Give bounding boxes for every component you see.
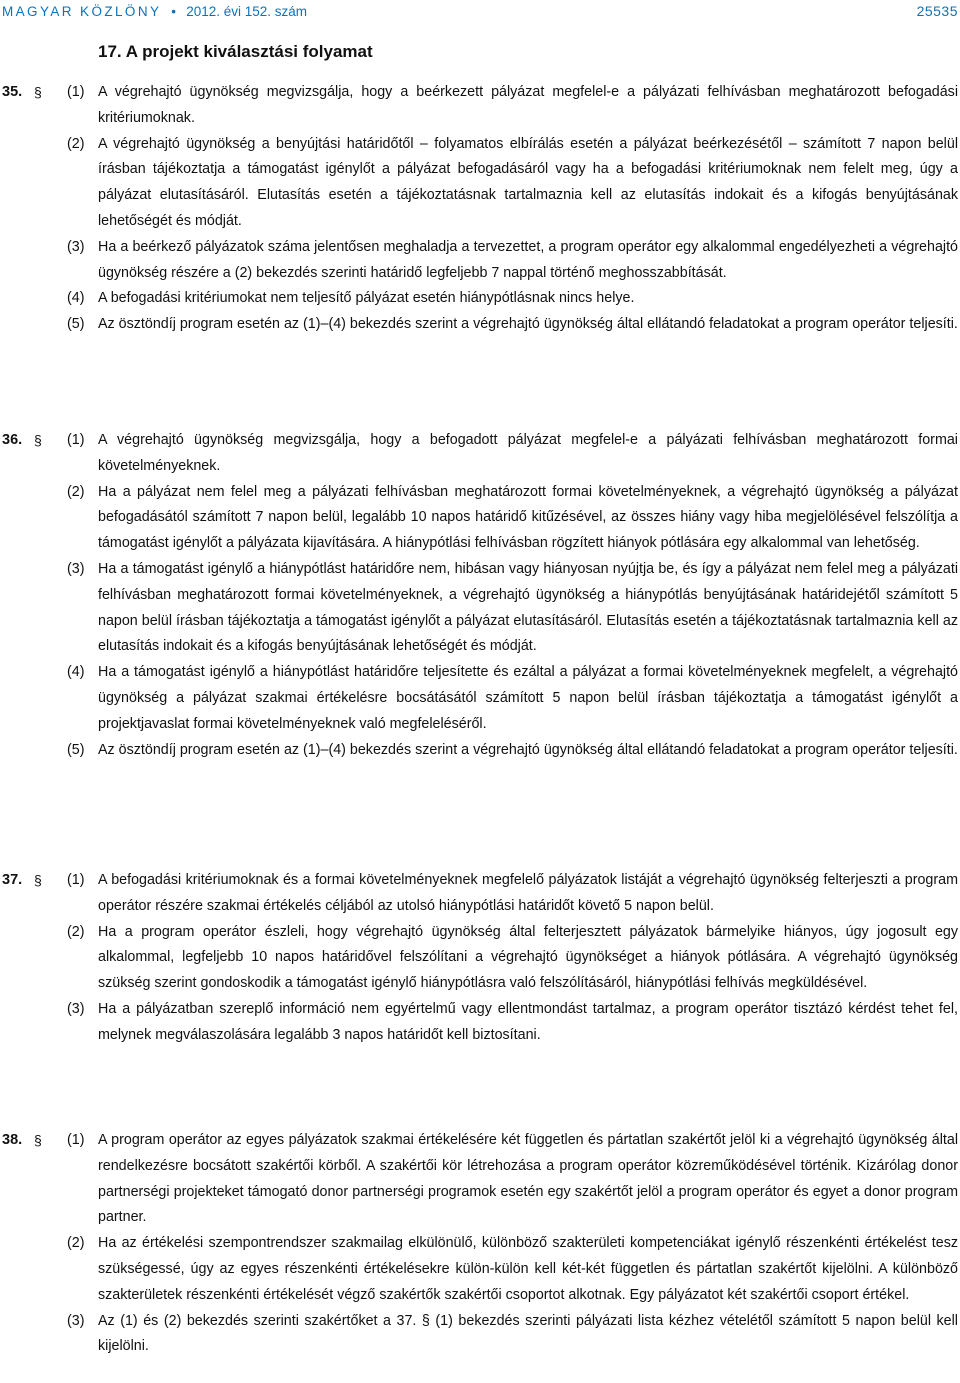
paragraph-text: Ha a program operátor észleli, hogy végrehajtó ügynökség által felterjesztett pályázatok bármelyike hiányos, úgy jogosult egy alkalommal, legfeljebb 10 napos határidővel felszólítani a végrehajtó ügynökséget a hiányok pótlására. A végrehajtó ügynökség szükség szerint gondoskodik a támogatást igénylő hiánypótlásra való felszólításáról, hiánypótlási felhívás megküldésével. bbox=[98, 923, 958, 992]
paragraph bbox=[0, 660, 960, 737]
paragraph-text: Az (1) és (2) bekezdés szerinti szakértőket a 37. § (1) bekezdés szerinti pályázati lista kézhez vételétől számított 5 napon belül kell kijelölni. bbox=[98, 1312, 958, 1355]
page-header bbox=[0, 0, 960, 22]
paragraph bbox=[0, 738, 960, 764]
paragraph-text: Ha a támogatást igénylő a hiánypótlást határidőre nem, hibásan vagy hiányosan nyújtja be, és így a pályázat nem felel meg a pályázati felhívásban meghatározott formai követelményeknek, a végrehajtó ügynökség a hiánypótlás benyújtásának határidejétől számított 5 napon belül írásban tájékoztatja a támogatást igénylőt a pályázat elutasításáról. Elutasítás esetén a tájékoztatásnak tartalmaznia kell az elutasítás indokait és a kifogás benyújtásának lehetőségét és módját. bbox=[98, 560, 958, 655]
paragraph bbox=[0, 1231, 960, 1308]
paragraph bbox=[0, 312, 960, 338]
paragraph-text: A befogadási kritériumokat nem teljesítő pályázat esetén hiánypótlásnak nincs helye. bbox=[98, 290, 635, 307]
paragraph bbox=[0, 428, 960, 480]
journal-name: MAGYAR KÖZLÖNY bbox=[2, 3, 162, 19]
paragraph bbox=[0, 480, 960, 557]
paragraph-number: (4) bbox=[67, 290, 85, 307]
issue-label: 2012. évi 152. szám bbox=[186, 3, 308, 19]
paragraph-text: Ha az értékelési szempontrendszer szakmailag elkülönülő, különböző szakterületi kompetenciákat igénylő részenkénti értékelést tesz szükségessé, úgy az egyes részenkénti értékelésekre külön-külön kell két-két független és pártatlan szakértőt kijelölni. A különböző szakterületek részenkénti értékelését végző szakértők szakértői csoportot alkotnak. Egy pályázatot két szakértői csoport értékel. bbox=[98, 1235, 958, 1303]
running-head bbox=[2, 4, 307, 19]
paragraph-number: (2) bbox=[67, 1235, 85, 1252]
paragraph-text: Az ösztöndíj program esetén az (1)–(4) bekezdés szerint a végrehajtó ügynökség által ellátandó feladatokat a program operátor teljesíti. bbox=[98, 741, 958, 758]
paragraph-number: (5) bbox=[67, 316, 85, 333]
paragraph-number: (2) bbox=[67, 483, 85, 500]
paragraph-text: Ha a pályázat nem felel meg a pályázati felhívásban meghatározott formai követelményeknek, a végrehajtó ügynökség a pályázat befogadásától számított 7 napon belül, legalább 10 napos határidő kitűzésével, az összes hiány vagy hiba megjelölésével felszólítja a támogatást igénylőt a pályázata kijavítására. A hiánypótlási felhívásban rögzített hiányok pótlására egy alkalommal van lehetőség. bbox=[98, 483, 958, 552]
paragraph-text: A befogadási kritériumoknak és a formai követelményeknek megfelelő pályázatok listáját a végrehajtó ügynökség felterjeszti a program operátor részére szakmai értékelés céljából az utolsó hiánypótlási határidőt követő 5 napon belül. bbox=[98, 872, 958, 914]
paragraph-text: Ha a támogatást igénylő a hiánypótlást határidőre teljesítette és ezáltal a pályázat a formai követelményeknek megfelelt, a végrehajtó ügynökség a pályázat szakmai értékelésre bocsátásától számított 5 napon belül írásban tájékoztatja a támogatást igénylőt a projektjavaslat formai követelményeknek való megfeleléséről. bbox=[98, 664, 958, 732]
section-sign: § bbox=[34, 872, 42, 888]
section-37 bbox=[0, 868, 960, 1049]
paragraph-number: (2) bbox=[67, 135, 85, 152]
paragraph-text: Ha a pályázatban szereplő információ nem egyértelmű vagy ellentmondást tartalmaz, a program operátor tisztázó kérdést tehet fel, melynek megválaszolására legalább 3 napos határidőt kell biztosítani. bbox=[98, 1000, 958, 1043]
paragraph-number: (1) bbox=[67, 84, 85, 100]
paragraph bbox=[0, 920, 960, 997]
paragraph-number: (3) bbox=[67, 560, 85, 577]
paragraph-number: (3) bbox=[67, 1000, 85, 1017]
paragraph bbox=[0, 286, 960, 312]
paragraph-text: A program operátor az egyes pályázatok szakmai értékelésére két független és pártatlan szakértőt jelöl ki a végrehajtó ügynökség által rendelkezésre bocsátott szakértői körből. A szakértői kör létrehozása a program operátor közreműködésével történik. Kizárólag donor partnerségi projekteket támogató donor partnerségi programok esetén egy szakértőt jelöl a program operátor és egyet a donor program partner. bbox=[98, 1132, 958, 1226]
paragraph bbox=[0, 80, 960, 132]
paragraph bbox=[0, 132, 960, 235]
paragraph-text: A végrehajtó ügynökség a benyújtási határidőtől – folyamatos elbírálás esetén a pályázat beérkezésétől – számított 7 napon belül írásban tájékoztatja a támogatást igénylőt a pályázat befogadásáról vagy ha a befogadási kritériumoknak nem felelt meg, úgy a pályázat elutasításáról. Elutasítás esetén a tájékoztatásnak tartalmaznia kell az elutasítás indokait és a kifogás benyújtásának lehetőségét és módját. bbox=[98, 135, 958, 229]
section-sign: § bbox=[34, 432, 42, 448]
paragraph-number: (4) bbox=[67, 664, 85, 681]
paragraph-number: (5) bbox=[67, 741, 85, 758]
paragraph-number: (1) bbox=[67, 1132, 85, 1148]
section-number: 38. bbox=[2, 1132, 23, 1148]
paragraph-number: (3) bbox=[67, 238, 85, 255]
section-number: 36. bbox=[2, 432, 23, 448]
section-sign: § bbox=[34, 84, 42, 100]
paragraph bbox=[0, 235, 960, 287]
section-sign: § bbox=[34, 1132, 42, 1148]
paragraph-text: Ha a beérkező pályázatok száma jelentősen meghaladja a tervezettet, a program operátor egy alkalommal engedélyezheti a végrehajtó ügynökség részére a (2) bekezdés szerinti határidő legfeljebb 7 nappal történő meghosszabbítását. bbox=[98, 238, 958, 281]
bullet-separator: • bbox=[171, 3, 177, 19]
paragraph-text: Az ösztöndíj program esetén az (1)–(4) bekezdés szerint a végrehajtó ügynökség által ellátandó feladatokat a program operátor teljesíti. bbox=[98, 316, 958, 333]
section-36 bbox=[0, 428, 960, 763]
paragraph-text: A végrehajtó ügynökség megvizsgálja, hogy a befogadott pályázat megfelel-e a pályázati felhívásban meghatározott formai követelményeknek. bbox=[98, 432, 958, 474]
paragraph bbox=[0, 1128, 960, 1231]
page-number: 25535 bbox=[916, 3, 958, 19]
paragraph bbox=[0, 557, 960, 660]
paragraph bbox=[0, 997, 960, 1049]
paragraph-number: (3) bbox=[67, 1312, 85, 1329]
section-35 bbox=[0, 80, 960, 338]
paragraph-text: A végrehajtó ügynökség megvizsgálja, hogy a beérkezett pályázat megfelel-e a pályázati felhívásban meghatározott befogadási kritériumoknak. bbox=[98, 84, 958, 126]
paragraph-number: (1) bbox=[67, 872, 85, 888]
paragraph-number: (1) bbox=[67, 432, 85, 448]
section-number: 35. bbox=[2, 84, 23, 100]
paragraph-number: (2) bbox=[67, 923, 85, 940]
section-number: 37. bbox=[2, 872, 23, 888]
paragraph bbox=[0, 1309, 960, 1361]
paragraph bbox=[0, 868, 960, 920]
section-38 bbox=[0, 1128, 960, 1360]
chapter-title: 17. A projekt kiválasztási folyamat bbox=[98, 42, 373, 61]
